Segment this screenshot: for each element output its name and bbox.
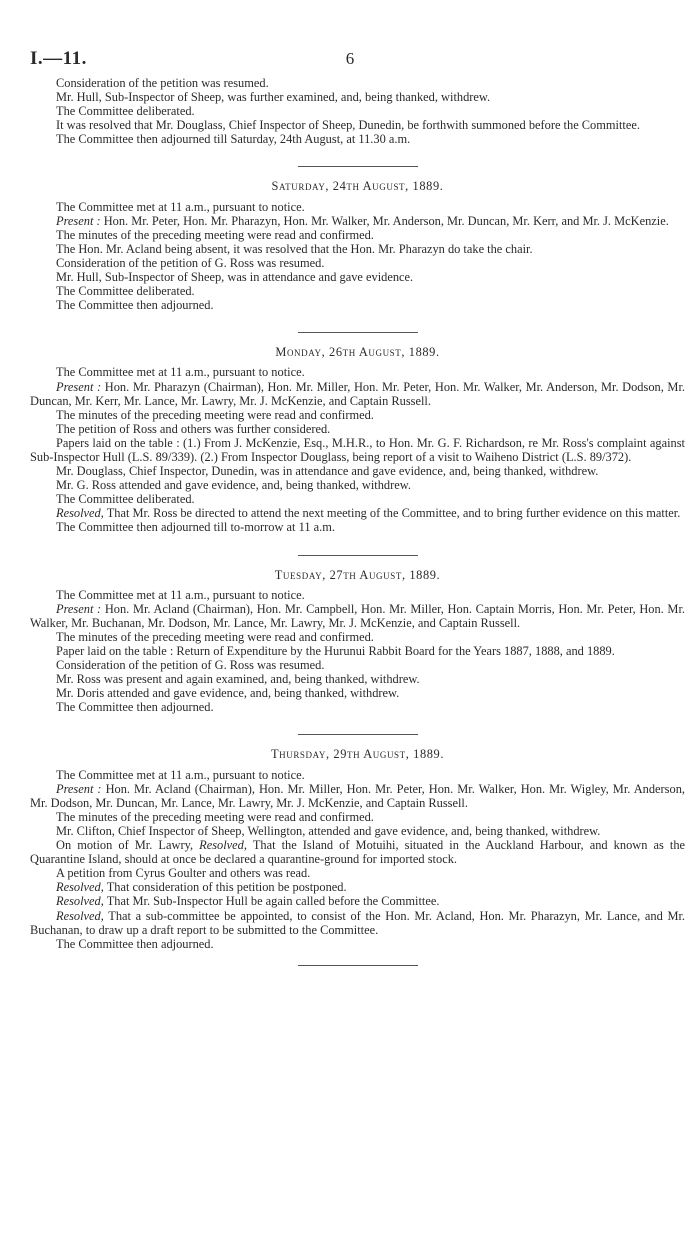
paragraph-text: Hon. Mr. Pharazyn (Chairman), Hon. Mr. Miller, Hon. Mr. Peter, Hon. Mr. Walker, Mr. Anderson, Mr. Dodson, Mr. Duncan, Mr. Kerr, Mr. Lance, Mr. Lawry, Mr. J. McKenzie, and Captain Russell. — [30, 379, 685, 408]
paragraph — [30, 380, 685, 408]
paragraph-text: The Committee then adjourned. — [56, 298, 214, 313]
italic-lead: Present : — [56, 213, 101, 228]
paragraph-text: Mr. Doris attended and gave evidence, and, being thanked, withdrew. — [56, 686, 400, 701]
paragraph — [30, 270, 685, 284]
paragraph-text: The Committee met at 11 a.m., pursuant to notice. — [56, 767, 305, 782]
italic-lead: Resolved, — [56, 880, 104, 895]
paragraph: The Committee deliberated. — [56, 104, 195, 119]
section-divider — [298, 734, 418, 735]
paragraph-text: The Hon. Mr. Acland being absent, it was resolved that the Hon. Mr. Pharazyn do take the chair. — [56, 241, 533, 256]
paragraph — [30, 200, 685, 214]
italic-lead: Resolved, — [56, 506, 104, 521]
meeting-date-heading: Monday, 26th August, 1889. — [275, 345, 440, 360]
paragraph — [30, 838, 685, 866]
paragraph — [30, 506, 685, 520]
paragraph-text: That consideration of this petition be postponed. — [103, 880, 347, 895]
paragraph-text: Hon. Mr. Peter, Hon. Mr. Pharazyn, Hon. Mr. Walker, Mr. Anderson, Mr. Duncan, Mr. Kerr, and Mr. J. McKenzie. — [100, 213, 669, 228]
paragraph — [30, 408, 685, 422]
paragraph-text: Mr. Clifton, Chief Inspector of Sheep, Wellington, attended and gave evidence, and, being thanked, withdrew. — [56, 823, 601, 838]
paragraph — [30, 242, 685, 256]
section-divider — [298, 166, 418, 167]
paragraph-text: Mr. Hull, Sub-Inspector of Sheep, was in attendance and gave evidence. — [56, 270, 414, 285]
paragraph-text: The minutes of the preceding meeting were read and confirmed. — [56, 227, 374, 242]
paragraph — [30, 422, 685, 436]
paragraph — [30, 672, 685, 686]
paragraph — [30, 436, 685, 464]
paragraph-text: The Committee then adjourned. — [56, 936, 214, 951]
paragraph-text: The Committee deliberated. — [56, 284, 195, 299]
paragraph-text: That Mr. Ross be directed to attend the next meeting of the Committee, and to bring further evidence on this matter. — [103, 506, 681, 521]
paragraph-text: Mr. Ross was present and again examined, and, being thanked, withdrew. — [56, 672, 420, 687]
paragraph-text: The Committee then adjourned till to-morrow at 11 a.m. — [56, 520, 335, 535]
paragraph — [30, 228, 685, 242]
italic-lead: Present : — [56, 601, 102, 616]
paragraph-text: That the Island of Motuihi, situated in the Auckland Harbour, and known as the Quarantine Island, should at once be declared a quarantine-ground for imported stock. — [30, 838, 686, 867]
paragraph — [30, 630, 685, 644]
meeting-date-heading: Thursday, 29th August, 1889. — [270, 747, 445, 762]
paragraph-text: The minutes of the preceding meeting were read and confirmed. — [56, 407, 374, 422]
paragraph — [30, 298, 685, 312]
paragraph-text: The minutes of the preceding meeting were read and confirmed. — [56, 809, 374, 824]
paragraph-text: Mr. G. Ross attended and gave evidence, and, being thanked, withdrew. — [56, 478, 411, 493]
paragraph — [30, 909, 685, 937]
paragraph: It was resolved that Mr. Douglass, Chief Inspector of Sheep, Dunedin, be forthwith summoned before the Committee. — [56, 118, 640, 133]
paragraph-text: The Committee deliberated. — [56, 492, 195, 507]
italic-lead: Resolved, — [56, 908, 104, 923]
paragraph-text: On motion of Mr. Lawry, — [56, 838, 200, 853]
paragraph — [30, 256, 685, 270]
section-divider — [298, 555, 418, 556]
meeting-sections — [30, 166, 685, 965]
paragraph — [30, 700, 685, 714]
paragraph-text: Consideration of the petition of G. Ross was resumed. — [56, 255, 325, 270]
paragraph — [30, 520, 685, 534]
paragraph-text: Mr. Douglass, Chief Inspector, Dunedin, was in attendance and gave evidence, and, being thanked, withdrew. — [56, 464, 599, 479]
paragraph — [30, 492, 685, 506]
paragraph-text: That a sub-committee be appointed, to consist of the Hon. Mr. Acland, Hon. Mr. Pharazyn, Mr. Lance, and Mr. Buchanan, to draw up a draft report to be submitted to the Committee. — [30, 908, 685, 937]
closing-divider — [298, 965, 418, 966]
paragraph — [30, 782, 685, 810]
paragraph — [30, 365, 685, 379]
paragraph — [30, 824, 685, 838]
paragraph-text: A petition from Cyrus Goulter and others was read. — [56, 866, 311, 881]
paragraph — [30, 686, 685, 700]
minutes-body — [30, 76, 685, 978]
paragraph-text: The Committee met at 11 a.m., pursuant to notice. — [56, 587, 305, 602]
meeting-date-heading: Tuesday, 27th August, 1889. — [274, 567, 441, 582]
section-divider — [298, 332, 418, 333]
paragraph-text: Consideration of the petition of G. Ross was resumed. — [56, 658, 325, 673]
paragraph — [30, 768, 685, 782]
meeting-section — [30, 734, 685, 950]
paragraph — [30, 478, 685, 492]
paragraph — [30, 602, 685, 630]
meeting-section — [30, 555, 685, 715]
paragraph — [30, 284, 685, 298]
paragraph — [30, 644, 685, 658]
paragraph-text: The Committee met at 11 a.m., pursuant to notice. — [56, 199, 305, 214]
paragraph — [30, 937, 685, 951]
paragraph-text: Paper laid on the table : Return of Expenditure by the Hurunui Rabbit Board for the Years 1887, 1888, and 1889. — [56, 644, 615, 658]
italic-lead: Present : — [56, 781, 102, 796]
paragraph — [30, 214, 685, 228]
paragraph: Consideration of the petition was resumed. — [56, 76, 269, 90]
paragraph-text: That Mr. Sub-Inspector Hull be again called before the Committee. — [103, 894, 440, 909]
paragraph — [30, 880, 685, 894]
paragraph — [30, 588, 685, 602]
page-number: 6 — [345, 49, 355, 68]
paragraph-text: The petition of Ross and others was further considered. — [56, 421, 331, 436]
paragraph — [30, 658, 685, 672]
paragraph-text: Papers laid on the table : (1.) From J. McKenzie, Esq., M.H.R., to Hon. Mr. G. F. Richardson, re Mr. Ross's complaint against Sub-Inspector Hull (L.S. 89/339). (2.) From Inspector Douglass, being report of a visit to Waiheno District (L.S. 89/372). — [30, 435, 685, 464]
paragraph — [30, 866, 685, 880]
paragraph-text: The Committee met at 11 a.m., pursuant to notice. — [56, 365, 305, 380]
italic-lead: Resolved, — [199, 838, 247, 853]
paragraph-text: Hon. Mr. Acland (Chairman), Hon. Mr. Campbell, Hon. Mr. Miller, Hon. Captain Morris, Hon. Mr. Peter, Hon. Mr. Walker, Mr. Buchanan, Mr. Dodson, Mr. Lance, Mr. Lawry, Mr. J. McKenzie, and Captain Russell. — [30, 601, 685, 630]
page-header — [30, 48, 670, 74]
paragraph-text: The minutes of the preceding meeting were read and confirmed. — [56, 629, 374, 644]
paragraph: The Committee then adjourned till Saturday, 24th August, at 11.30 a.m. — [56, 132, 411, 147]
meeting-section — [30, 166, 685, 312]
intro-block — [30, 76, 685, 146]
paragraph — [30, 894, 685, 908]
paragraph: Mr. Hull, Sub-Inspector of Sheep, was further examined, and, being thanked, withdrew. — [56, 90, 491, 105]
paragraph — [30, 810, 685, 824]
meeting-section — [30, 332, 685, 534]
italic-lead: Resolved, — [56, 894, 104, 909]
meeting-date-heading: Saturday, 24th August, 1889. — [271, 179, 444, 194]
paragraph — [30, 464, 685, 478]
italic-lead: Present : — [56, 379, 102, 394]
paragraph-text: Hon. Mr. Acland (Chairman), Hon. Mr. Miller, Hon. Mr. Peter, Hon. Mr. Walker, Hon. Mr. Wigley, Mr. Anderson, Mr. Dodson, Mr. Duncan, Mr. Lance, Mr. Lawry, Mr. J. McKenzie, and Captain Russell. — [30, 781, 685, 810]
paper-reference: I.—11. — [30, 48, 87, 69]
paragraph-text: The Committee then adjourned. — [56, 700, 214, 715]
